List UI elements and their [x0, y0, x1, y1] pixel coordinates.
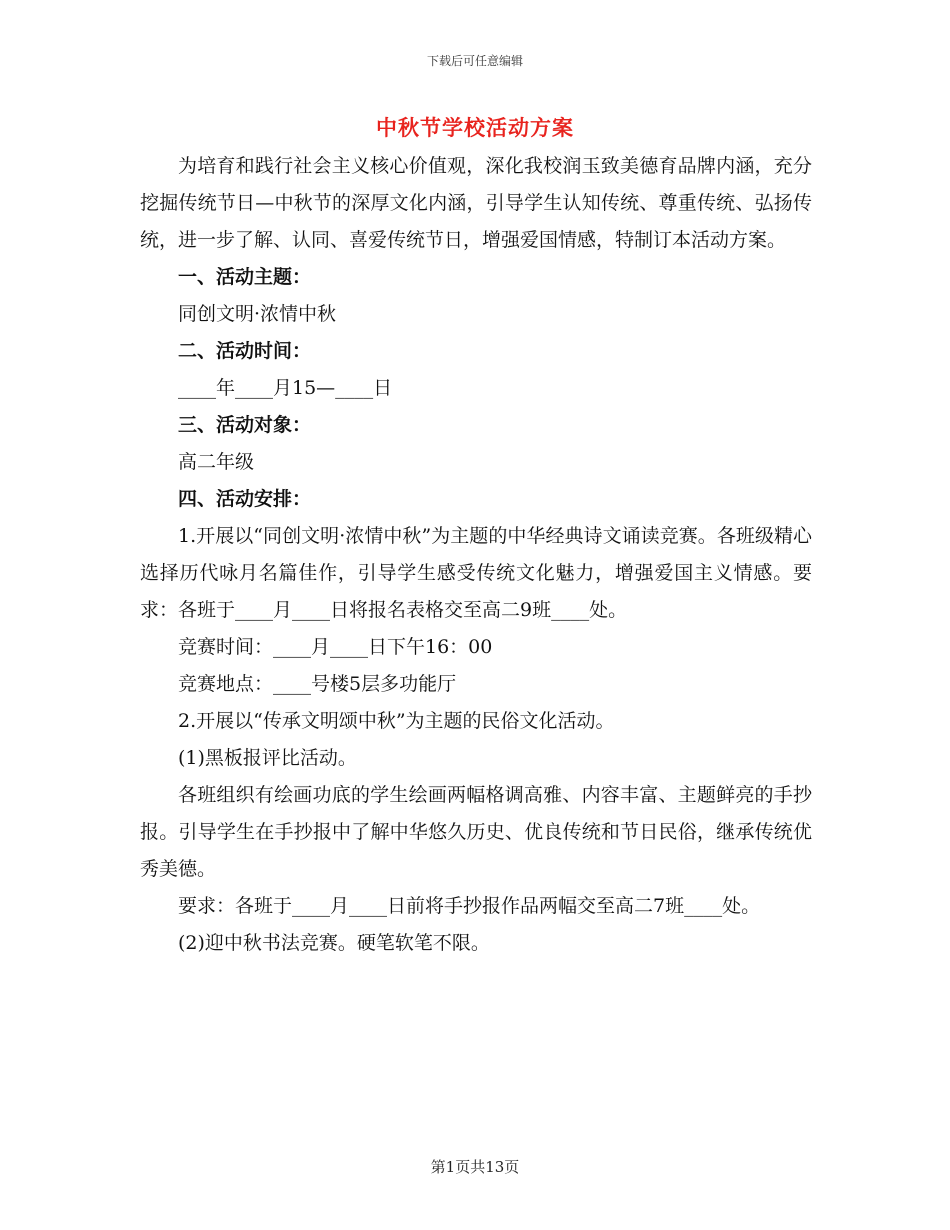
arrangement-item-2-sub-1-desc: 各班组织有绘画功底的学生绘画两幅格调高雅、内容丰富、主题鲜亮的手抄报。引导学生在手抄报中了解中华悠久历史、优良传统和节日民俗，继承传统优秀美德。	[140, 784, 812, 880]
section-heading-theme: 一、活动主题：	[178, 266, 312, 288]
arrangement-item-1-time: 竞赛时间：____月____日下午16：00	[178, 636, 493, 658]
document-title: 中秋节学校活动方案	[376, 115, 574, 140]
arrangement-item-2-sub-1: (1)黑板报评比活动。	[178, 747, 357, 769]
section-text-audience: 高二年级	[178, 451, 255, 473]
section-heading-arrangement: 四、活动安排：	[178, 488, 312, 510]
page-number: 第1页共13页	[430, 1158, 520, 1176]
arrangement-item-2-sub-2: (2)迎中秋书法竞赛。硬笔软笔不限。	[178, 932, 490, 954]
section-text-theme: 同创文明·浓情中秋	[178, 303, 337, 325]
arrangement-item-1: 1.开展以“同创文明·浓情中秋”为主题的中华经典诗文诵读竞赛。各班级精心选择历代咏月名篇佳作，引导学生感受传统文化魅力，增强爱国主义情感。要求：各班于____月____日将报名表格交至高二9班____处。	[140, 525, 812, 621]
arrangement-item-2-sub-1-req: 要求：各班于____月____日前将手抄报作品两幅交至高二7班____处。	[178, 895, 761, 917]
section-text-time: ____年____月15—____日	[178, 377, 393, 399]
page-header-note: 下载后可任意编辑	[426, 54, 523, 68]
arrangement-item-1-place: 竞赛地点：____号楼5层多功能厅	[178, 673, 457, 695]
document-body	[140, 148, 812, 962]
intro-paragraph: 为培育和践行社会主义核心价值观，深化我校润玉致美德育品牌内涵，充分挖掘传统节日—中秋节的深厚文化内涵，引导学生认知传统、尊重传统、弘扬传统，进一步了解、认同、喜爱传统节日，增强爱国情感，特制订本活动方案。	[140, 155, 812, 251]
section-heading-audience: 三、活动对象：	[178, 414, 312, 436]
arrangement-item-2: 2.开展以“传承文明颂中秋”为主题的民俗文化活动。	[178, 710, 615, 732]
section-heading-time: 二、活动时间：	[178, 340, 312, 362]
